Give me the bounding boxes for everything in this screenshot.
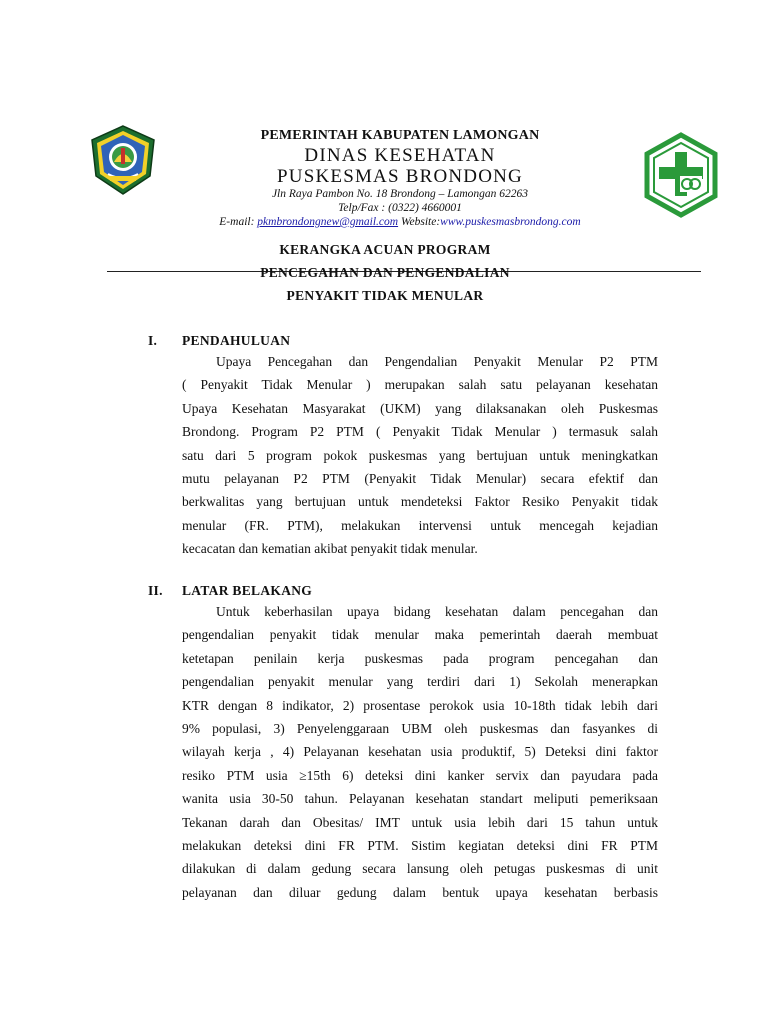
- paragraph-line: mutu pelayanan P2 PTM (Penyakit Tidak Menular) secara efektif dan: [182, 470, 658, 486]
- paragraph-line: resiko PTM usia ≥15th 6) deteksi dini kanker servix dan payudara pada: [182, 767, 658, 783]
- contact-line: [170, 215, 630, 229]
- section-2-heading: LATAR BELAKANG: [182, 583, 313, 598]
- document-title-line-1: KERANGKA ACUAN PROGRAM: [279, 242, 491, 257]
- government-name: PEMERINTAH KABUPATEN LAMONGAN: [260, 128, 540, 143]
- section-2-paragraph: [182, 600, 658, 904]
- paragraph-line: Untuk keberhasilan upaya bidang kesehatan dalam pencegahan dan: [216, 604, 658, 619]
- paragraph-line: satu dari 5 program pokok puskesmas yang bertujuan untuk meningkatkan: [182, 447, 658, 463]
- email-label: E-mail:: [219, 216, 258, 228]
- paragraph-line: menular (FR. PTM), melakukan intervensi untuk mencegah kejadian: [182, 517, 658, 533]
- paragraph-line: ( Penyakit Tidak Menular ) merupakan salah satu pelayanan kesehatan: [182, 377, 658, 393]
- regency-crest-icon: [88, 124, 158, 196]
- document-title-line-2: PENCEGAHAN DAN PENGENDALIAN: [260, 265, 510, 280]
- paragraph-line: Upaya Pencegahan dan Pengendalian Penyakit Menular P2 PTM: [216, 354, 658, 369]
- address: Jln Raya Pambon No. 18 Brondong – Lamongan 62263: [271, 188, 529, 200]
- paragraph-line: pengendalian penyakit tidak menular maka pemerintah daerah membuat: [182, 627, 658, 643]
- paragraph-line: dilakukan di dalam gedung secara lansung oleh petugas puskesmas di unit: [182, 861, 658, 877]
- email-link[interactable]: pkmbrondongnew@gmail.com: [257, 216, 399, 228]
- document-title-line-3: PENYAKIT TIDAK MENULAR: [286, 288, 484, 303]
- website-link[interactable]: www.puskesmasbrondong.com: [440, 216, 581, 228]
- paragraph-line: Upaya Kesehatan Masyarakat (UKM) yang dilaksanakan oleh Puskesmas: [182, 400, 658, 416]
- paragraph-line: wilayah kerja , 4) Pelayanan kesehatan usia produktif, 5) Deteksi dini faktor: [182, 744, 658, 760]
- section-1-number: I.: [148, 333, 158, 348]
- unit-name: PUSKESMAS BRONDONG: [277, 166, 523, 187]
- paragraph-line: KTR dengan 8 indikator, 2) prosentase perokok usia 10-18th tidak lebih dari: [182, 697, 658, 713]
- agency-name: DINAS KESEHATAN: [304, 145, 496, 166]
- section-1-paragraph: [182, 350, 658, 561]
- phone: Telp/Fax : (0322) 4660001: [338, 202, 462, 214]
- paragraph-line: Brondong. Program P2 PTM ( Penyakit Tidak Menular ) termasuk salah: [182, 424, 658, 440]
- paragraph-line: wanita usia 30-50 tahun. Pelayanan kesehatan standart meliputi pemeriksaan: [182, 791, 658, 807]
- paragraph-line: kecacatan dan kematian akibat penyakit tidak menular.: [182, 541, 478, 557]
- paragraph-line: melakukan deteksi dini FR PTM. Sistim kegiatan deteksi dini FR PTM: [182, 837, 658, 853]
- paragraph-line: ketetapan penilain kerja puskesmas pada program pencegahan dan: [182, 650, 658, 666]
- section-1-heading: PENDAHULUAN: [182, 333, 291, 348]
- letterhead: [170, 128, 630, 229]
- puskesmas-cross-logo-icon: [642, 132, 720, 218]
- paragraph-line: berkwalitas yang bertujuan untuk mendeteksi Faktor Resiko Penyakit tidak: [182, 494, 658, 510]
- paragraph-line: pengendalian penyakit menular yang terdiri dari 1) Sekolah menerapkan: [182, 674, 658, 690]
- section-2-number: II.: [148, 583, 163, 598]
- paragraph-line: 9% populasi, 3) Penyelenggaraan UBM oleh puskesmas dan fasyankes di: [182, 720, 658, 736]
- website-label: Website:: [398, 216, 441, 228]
- paragraph-line: Tekanan darah dan Obesitas/ IMT untuk usia lebih dari 15 tahun untuk: [182, 814, 658, 830]
- paragraph-line: pelayanan dan diluar gedung dalam bentuk upaya kesehatan berbasis: [182, 884, 658, 900]
